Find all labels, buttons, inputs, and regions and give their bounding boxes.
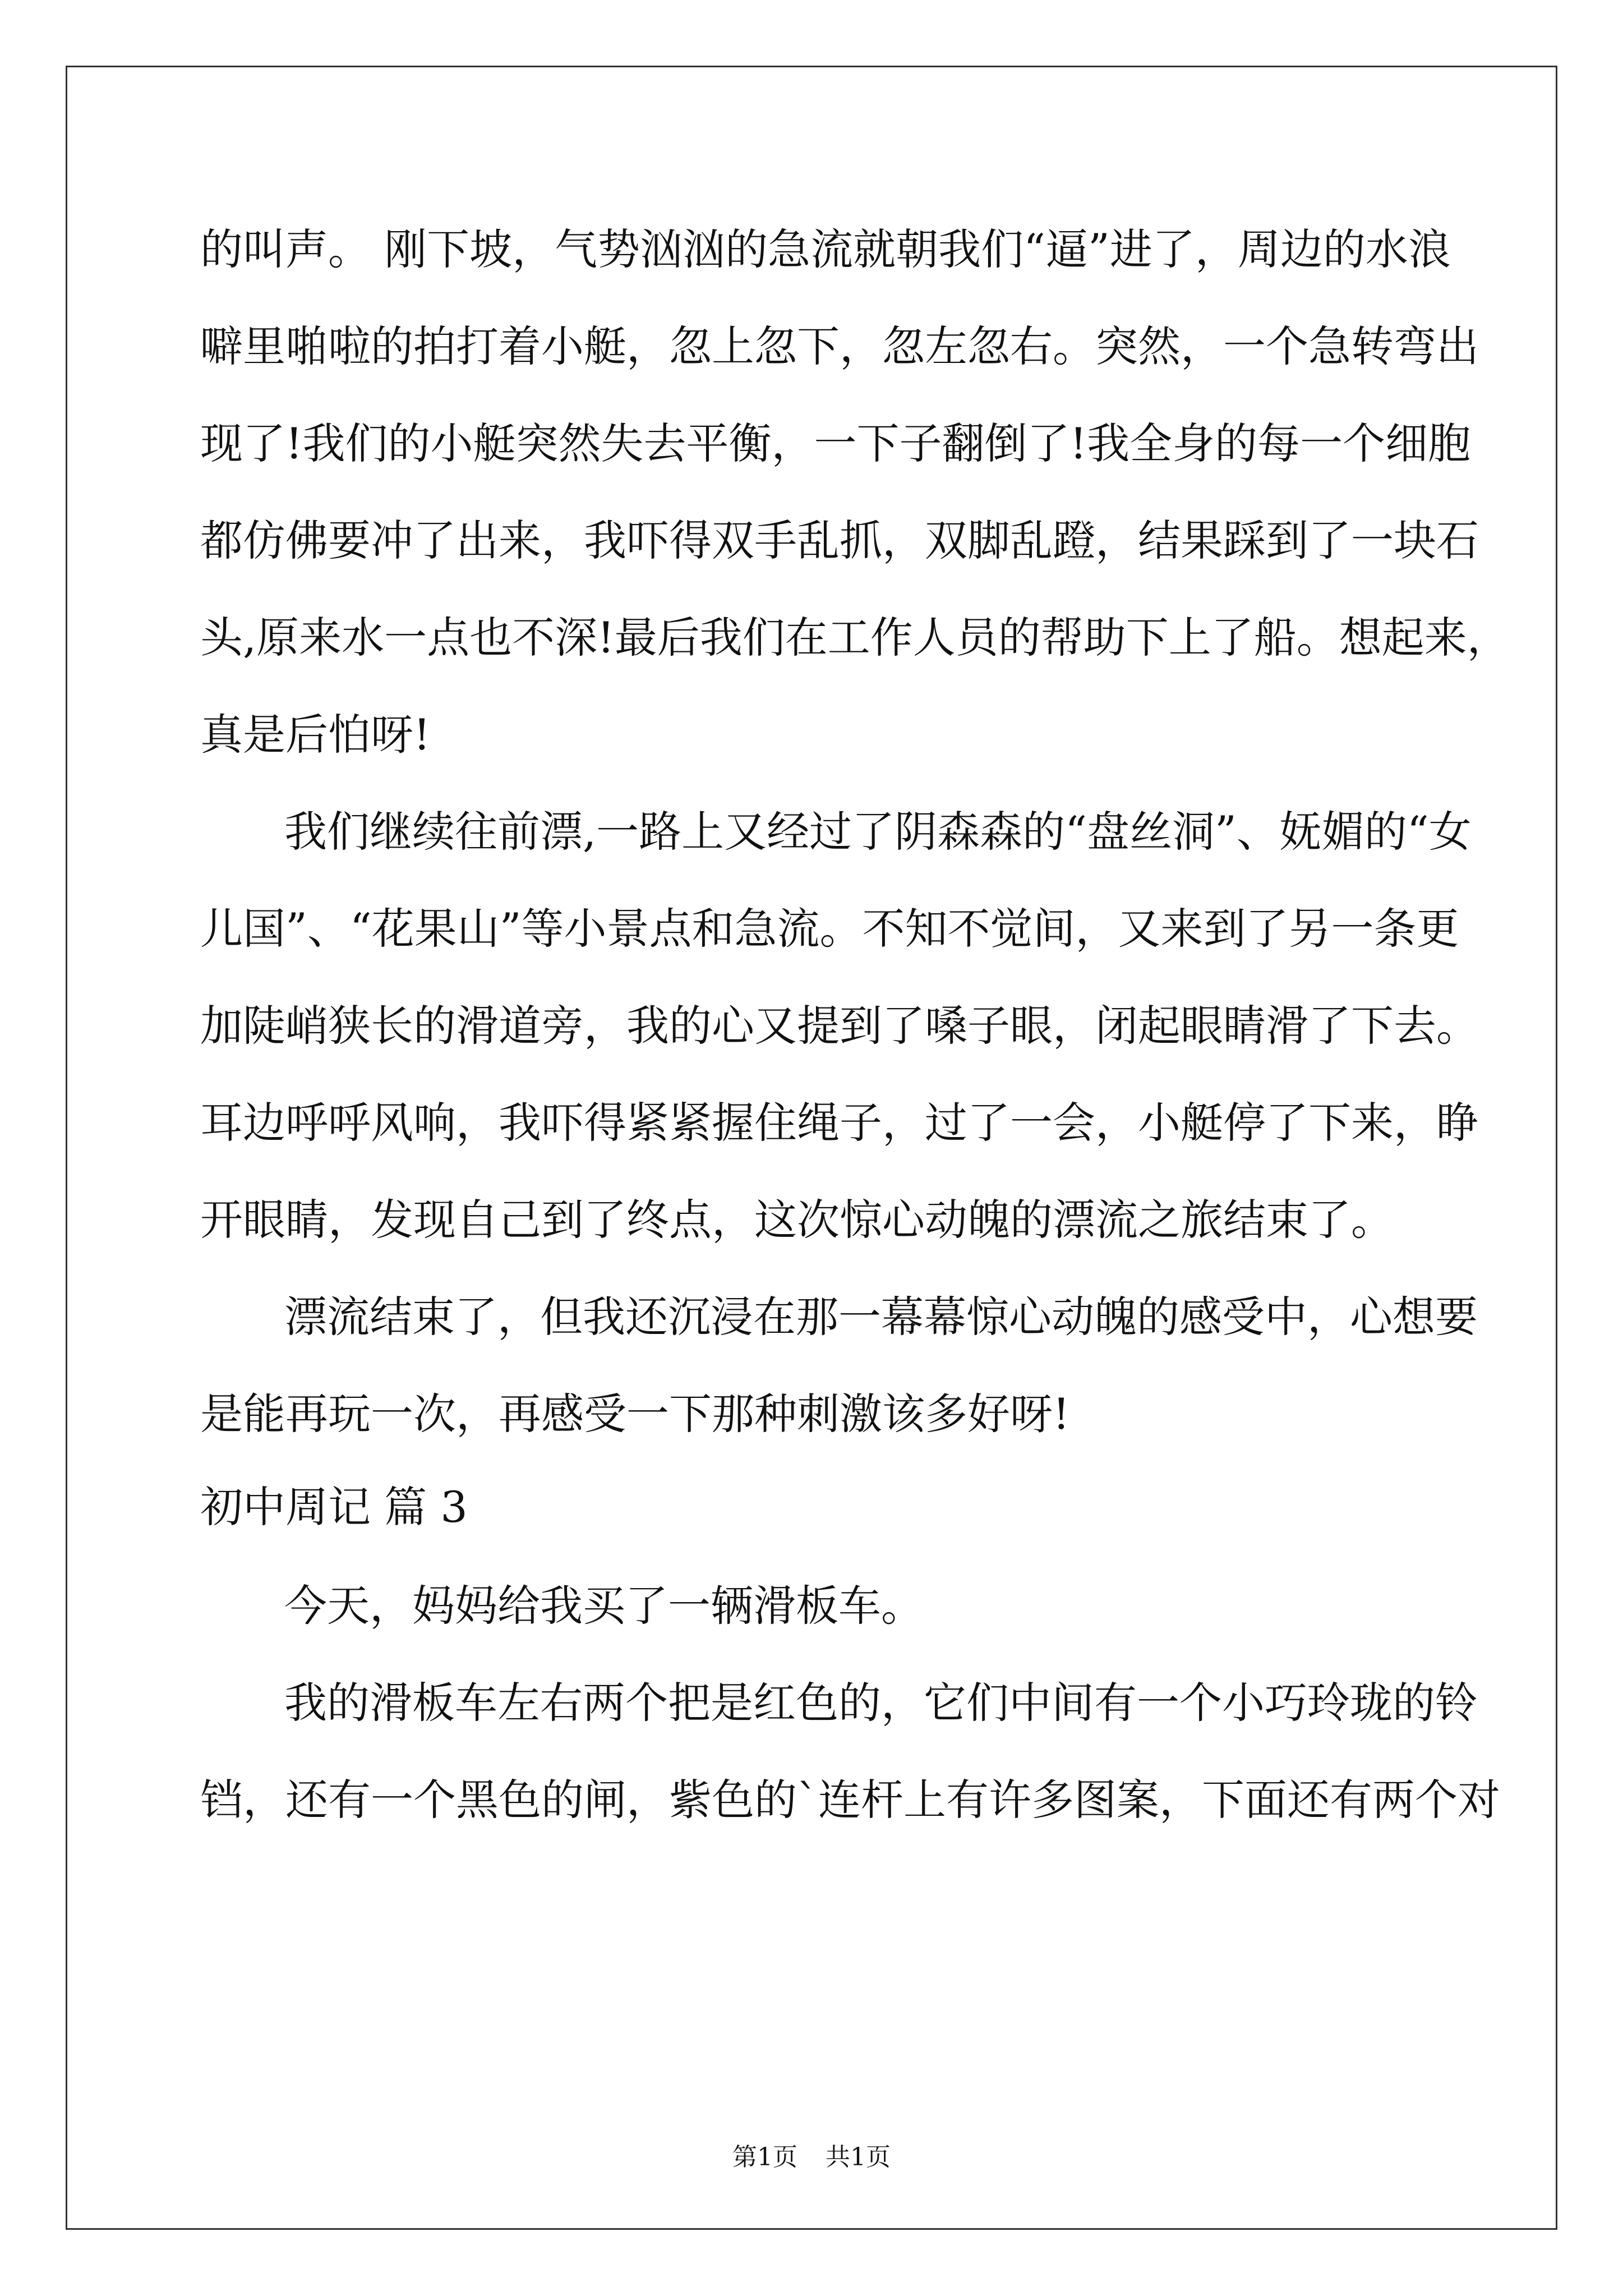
- text-line: 加陡峭狭长的滑道旁，我的心又提到了嗓子眼，闭起眼睛滑了下去。: [200, 1001, 1479, 1051]
- paragraph-first-line: 我们继续往前漂,一路上又经过了阴森森的“盘丝洞”、妩媚的“女: [284, 807, 1472, 857]
- page-total: 共1页: [826, 2143, 891, 2171]
- text-line: 儿国”、“花果山”等小景点和急流。不知不觉间，又来到了另一条更: [200, 904, 1459, 954]
- text-line: 的叫声。 刚下坡，气势汹汹的急流就朝我们“逼”进了，周边的水浪: [200, 224, 1451, 274]
- page-number: 第1页: [732, 2143, 797, 2171]
- text-line: 现了!我们的小艇突然失去平衡，一下子翻倒了!我全身的每一个细胞: [200, 418, 1471, 468]
- paragraph-first-line: 我的滑板车左右两个把是红色的，它们中间有一个小巧玲珑的铃: [284, 1678, 1478, 1728]
- section-heading: 初中周记 篇 3: [200, 1482, 468, 1532]
- text-line: 耳边呼呼风响，我吓得紧紧握住绳子，过了一会，小艇停了下来，睁: [200, 1098, 1479, 1148]
- page-footer: [0, 2141, 1623, 2174]
- text-line: 噼里啪啦的拍打着小艇，忽上忽下，忽左忽右。突然，一个急转弯出: [200, 321, 1479, 371]
- text-line: 是能再玩一次，再感受一下那种刺激该多好呀!: [200, 1389, 1070, 1439]
- text-line: 真是后怕呀!: [200, 710, 431, 760]
- text-line: 开眼睛，发现自己到了终点，这次惊心动魄的漂流之旅结束了。: [200, 1195, 1394, 1245]
- paragraph-first-line: 漂流结束了，但我还沉浸在那一幕幕惊心动魄的感受中，心想要: [284, 1292, 1478, 1342]
- paragraph-first-line: 今天，妈妈给我买了一辆滑板车。: [284, 1581, 924, 1631]
- text-line: 铛，还有一个黑色的闸，紫色的`连杆上有许多图案，下面还有两个对: [200, 1775, 1500, 1825]
- text-line: 都仿佛要冲了出来，我吓得双手乱抓，双脚乱蹬，结果踩到了一块石: [200, 516, 1479, 565]
- text-line: 头,原来水一点也不深!最后我们在工作人员的帮助下上了船。想起来，: [200, 613, 1510, 662]
